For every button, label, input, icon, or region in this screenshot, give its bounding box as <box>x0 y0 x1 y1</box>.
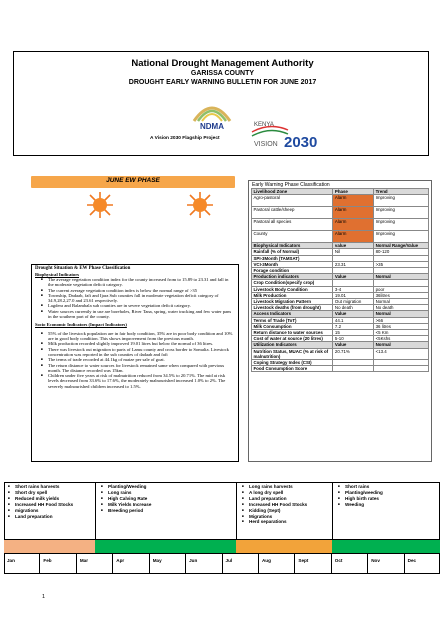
normal-cell: Normal <box>374 299 429 305</box>
value-cell: Value <box>333 274 374 280</box>
svg-text:KENYA: KENYA <box>254 122 274 128</box>
indicator-cell: VCI-3Month <box>252 261 333 267</box>
calendar-activity: ■ Kidding (Sept) <box>242 508 307 514</box>
value-cell: 3-4 <box>333 286 374 292</box>
value-cell: 15 <box>333 330 374 336</box>
season-short-rains <box>332 540 440 553</box>
indicator-cell: Livestock deaths (from drought) <box>252 305 333 311</box>
list-item: ■ There was livestock out migration to parts of Lamu county and cross border to Somalia. Livestock concentration was reported in the sub counties of dadaab and fafi <box>41 347 235 358</box>
zone-cell: Pastoral all species <box>252 219 333 231</box>
indicator-cell: Return distance to water sources <box>252 330 333 336</box>
indicator-cell: Biophysical Indicators <box>252 243 333 249</box>
normal-cell: 36litres <box>374 292 429 298</box>
list-item: ■ The return distance to water sources for livestock remained same when compared with previous month. The distance recorded was 15km. <box>41 363 235 374</box>
county-title: GARISSA COUNTY <box>190 70 255 77</box>
season-short-dry <box>4 540 95 553</box>
calendar-activity: ■ Migrations <box>242 514 307 520</box>
month-cell: May <box>150 554 186 574</box>
calendar-activity: ■ Planting/Weeding <box>101 484 151 490</box>
list-item: ■ Lagdera and Balambala sub counties are in severe vegetation deficit category. <box>41 303 235 308</box>
svg-text:2030: 2030 <box>284 134 318 150</box>
normal-cell <box>374 366 429 372</box>
phase-cell: Alarm <box>333 207 374 219</box>
list-item: ■ Children under five years at risk of malnutrition reduced from 34.5% to 20.71%. The mid at risk levels decreased from 33.6% to 17.6%, the moderately malnourished increased 1.0% to 2%. The severely malnourished children increased to 1.5%. <box>41 373 235 389</box>
normal-cell: Normal <box>374 311 429 317</box>
page-number: 1 <box>42 594 46 600</box>
month-cell: Aug <box>259 554 295 574</box>
value-cell: Value <box>333 342 374 348</box>
ew-phase-label: JUNE EW PHASE <box>106 177 160 184</box>
page-title: National Drought Management Authority <box>131 58 314 69</box>
season-long-rains <box>95 540 236 553</box>
normal-cell: Trend <box>374 189 429 195</box>
calendar-activity: ■ Long rains harvests <box>242 484 307 490</box>
calendar-activities-oct-dec <box>338 484 383 508</box>
indicator-row <box>252 348 429 359</box>
normal-cell: 80-120 <box>374 249 429 255</box>
zone-cell: Agro-pastoral <box>252 195 333 207</box>
biophysical-list <box>41 277 235 319</box>
indicator-cell: Crop Condition(specify crop) <box>252 280 333 286</box>
calendar-activity: ■ migrations <box>8 508 73 514</box>
ndma-logo-text: NDMA <box>200 122 224 131</box>
biophysical-heading: Biophysical Indicators <box>35 271 80 277</box>
calendar-activity: ■ A long dry spell <box>242 490 307 496</box>
calendar-activity: ■ Reduced milk yields <box>8 496 73 502</box>
list-item: ■ The average vegetation condition index for the county increased from to 15.89 to 23.31 and fall in the moderate vegetation deficit category. <box>41 277 235 288</box>
month-cell: Jun <box>186 554 222 574</box>
calendar-activity: ■ Short rains <box>338 484 383 490</box>
calendar-activity: ■ Short rains harvests <box>8 484 73 490</box>
month-cell: Dec <box>407 558 417 563</box>
indicator-cell: Livelihood Zone <box>252 189 333 195</box>
value-cell: value <box>333 243 374 249</box>
biophysical-header-row <box>252 243 429 249</box>
value-cell: 19.01 <box>333 292 374 298</box>
calendar-activity: ■ Short dry spell <box>8 490 73 496</box>
zone-row <box>252 219 429 231</box>
month-cell: Nov <box>368 554 404 574</box>
indicator-cell: Utilization Indicators <box>252 342 333 348</box>
value-cell: 7.2 <box>333 323 374 329</box>
calendar-activity: ■ Land preparation <box>8 514 73 520</box>
normal-cell: No death <box>374 305 429 311</box>
month-row <box>4 553 440 574</box>
trend-cell: Improving <box>374 195 429 207</box>
calendar-activities-apr-jun <box>101 484 151 514</box>
zone-row <box>252 231 429 243</box>
zone-cell: Pastoral cattle/sheep <box>252 207 333 219</box>
phase-cell: Alarm <box>333 195 374 207</box>
phase-cell: Alarm <box>333 219 374 231</box>
calendar-divider <box>332 482 333 539</box>
ndma-logo <box>186 95 238 131</box>
calendar-activity: ■ Increased HH Food Stocks <box>8 502 73 508</box>
month-cell: Oct <box>332 554 368 574</box>
indicator-cell: Nutrition Status, MUAC (% at risk of malnutrition) <box>252 348 333 359</box>
trend-cell: Improving <box>374 219 429 231</box>
situation-heading: Drought Situation & EW Phase Classification <box>35 266 131 271</box>
zone-cell: County <box>252 231 333 243</box>
calendar-activity: ■ Herd separations <box>242 519 307 525</box>
normal-cell: >35 <box>374 261 429 267</box>
calendar-divider <box>236 482 237 539</box>
indicator-cell: Livestock Migration Pattern <box>252 299 333 305</box>
month-cell: Apr <box>113 554 149 574</box>
indicator-cell: Forage condition <box>252 268 333 274</box>
value-cell <box>333 366 374 372</box>
flagship-text: A Vision 2030 Flagship Project <box>150 136 220 141</box>
list-item: ■ The terms of trade recorded at 44.1kg of maize per sale of goat. <box>41 357 235 362</box>
indicator-cell: Rainfall (% of Normal) <box>252 249 333 255</box>
indicator-cell: Milk Consumption <box>252 323 333 329</box>
indicator-cell: Milk Production <box>252 292 333 298</box>
value-cell: Out migration <box>333 299 374 305</box>
value-cell: Value <box>333 311 374 317</box>
normal-cell: >66 <box>374 317 429 323</box>
trend-cell: Improving <box>374 207 429 219</box>
month-cell: Jan <box>4 554 40 574</box>
calendar-activity: ■ Long rains <box>101 490 151 496</box>
calendar-activities-jul-sep <box>242 484 307 525</box>
calendar-activity: ■ Milk Yields Increase <box>101 502 151 508</box>
indicator-cell: Access Indicators <box>252 311 333 317</box>
value-cell: Nil <box>333 249 374 255</box>
indicator-cell: Terms of Trade (ToT) <box>252 317 333 323</box>
calendar-activity: ■ High birth rates <box>338 496 383 502</box>
trend-cell: Improving <box>374 231 429 243</box>
indicator-cell: Coping Strategy Index (CSI) <box>252 360 333 366</box>
month-cell: Mar <box>77 554 113 574</box>
indicator-cell: Production indicators <box>252 274 333 280</box>
ew-classification-table <box>251 188 429 372</box>
phase-cell: Alarm <box>333 231 374 243</box>
value-cell: 20.71% <box>333 348 374 359</box>
month-cell: Feb <box>40 554 76 574</box>
drought-situation-box <box>31 264 239 462</box>
list-item: ■ 55% of the livestock population are in fair body condition, 35% are in poor body condition and 10% are in good body condition. This shows improvement from the previous month. <box>41 331 235 342</box>
list-item: ■ Water sources currently in use are boreholes, River Tana, spring, water trucking and few water pans in the southern part of the county. <box>41 309 235 320</box>
calendar-activity: ■ Breeding period <box>101 508 151 514</box>
list-item: ■ The current average vegetation condition index is below the normal range of >35 <box>41 288 235 293</box>
sun-icon <box>186 191 214 219</box>
list-item: ■ Milk production recorded slightly improved 19.01 litres but below the normal of 36 litres. <box>41 341 235 346</box>
calendar-divider <box>95 482 96 539</box>
normal-cell: Normal <box>374 342 429 348</box>
indicator-row <box>252 366 429 372</box>
normal-cell: Normal Range/Value <box>374 243 429 249</box>
socio-heading: Socio Economic Indicators (Impact Indicators) <box>35 322 127 328</box>
bulletin-title: DROUGHT EARLY WARNING BULLETIN FOR JUNE 2017 <box>128 79 317 86</box>
calendar-activities-jan-mar <box>8 484 73 519</box>
zone-row <box>252 207 429 219</box>
season-color-bar <box>4 539 440 553</box>
list-item: ■ Township, Dadaab, fafi and Ijara Sub counties fall in moderate vegetation deficit category of 34.9,28.2,27.0 and 23.61 respectively. <box>41 293 235 304</box>
zone-row <box>252 195 429 207</box>
ew-table-title: Early Warning Phase Classification <box>252 182 330 188</box>
normal-cell: Normal <box>374 274 429 280</box>
normal-cell: <5 Km <box>374 330 429 336</box>
sun-icon <box>86 191 114 219</box>
indicator-cell: Livestock Body Condition <box>252 286 333 292</box>
indicator-cell: Cost of water at source (20 litres) <box>252 336 333 342</box>
season-long-dry <box>236 540 332 553</box>
value-cell: 44.1 <box>333 317 374 323</box>
socio-economic-list <box>41 331 235 389</box>
value-cell: 23.31 <box>333 261 374 267</box>
calendar-activity: ■ Land preparation <box>242 496 307 502</box>
indicator-cell: SPI-3Month (TAMSAT) <box>252 255 333 261</box>
value-cell: 5-10 <box>333 336 374 342</box>
calendar-activity: ■ Increased HH Food Stocks <box>242 502 307 508</box>
value-cell: No death <box>333 305 374 311</box>
value-cell: Phase <box>333 189 374 195</box>
normal-cell: poor <box>374 286 429 292</box>
calendar-activity: ■ Planting/weeding <box>338 490 383 496</box>
month-cell: Jul <box>223 554 259 574</box>
normal-cell: <13.4 <box>374 348 429 359</box>
svg-text:VISION: VISION <box>254 141 278 148</box>
calendar-activity: ■ Weeding <box>338 502 383 508</box>
normal-cell: 36 litres <box>374 323 429 329</box>
kenya-vision-2030-logo <box>250 116 330 150</box>
indicator-cell: Food Consumption Score <box>252 366 333 372</box>
normal-cell: <5Kshs <box>374 336 429 342</box>
ew-phase-bar <box>31 176 235 188</box>
calendar-activity: ■ High Calving Rate <box>101 496 151 502</box>
month-cell: Sept <box>295 554 331 574</box>
